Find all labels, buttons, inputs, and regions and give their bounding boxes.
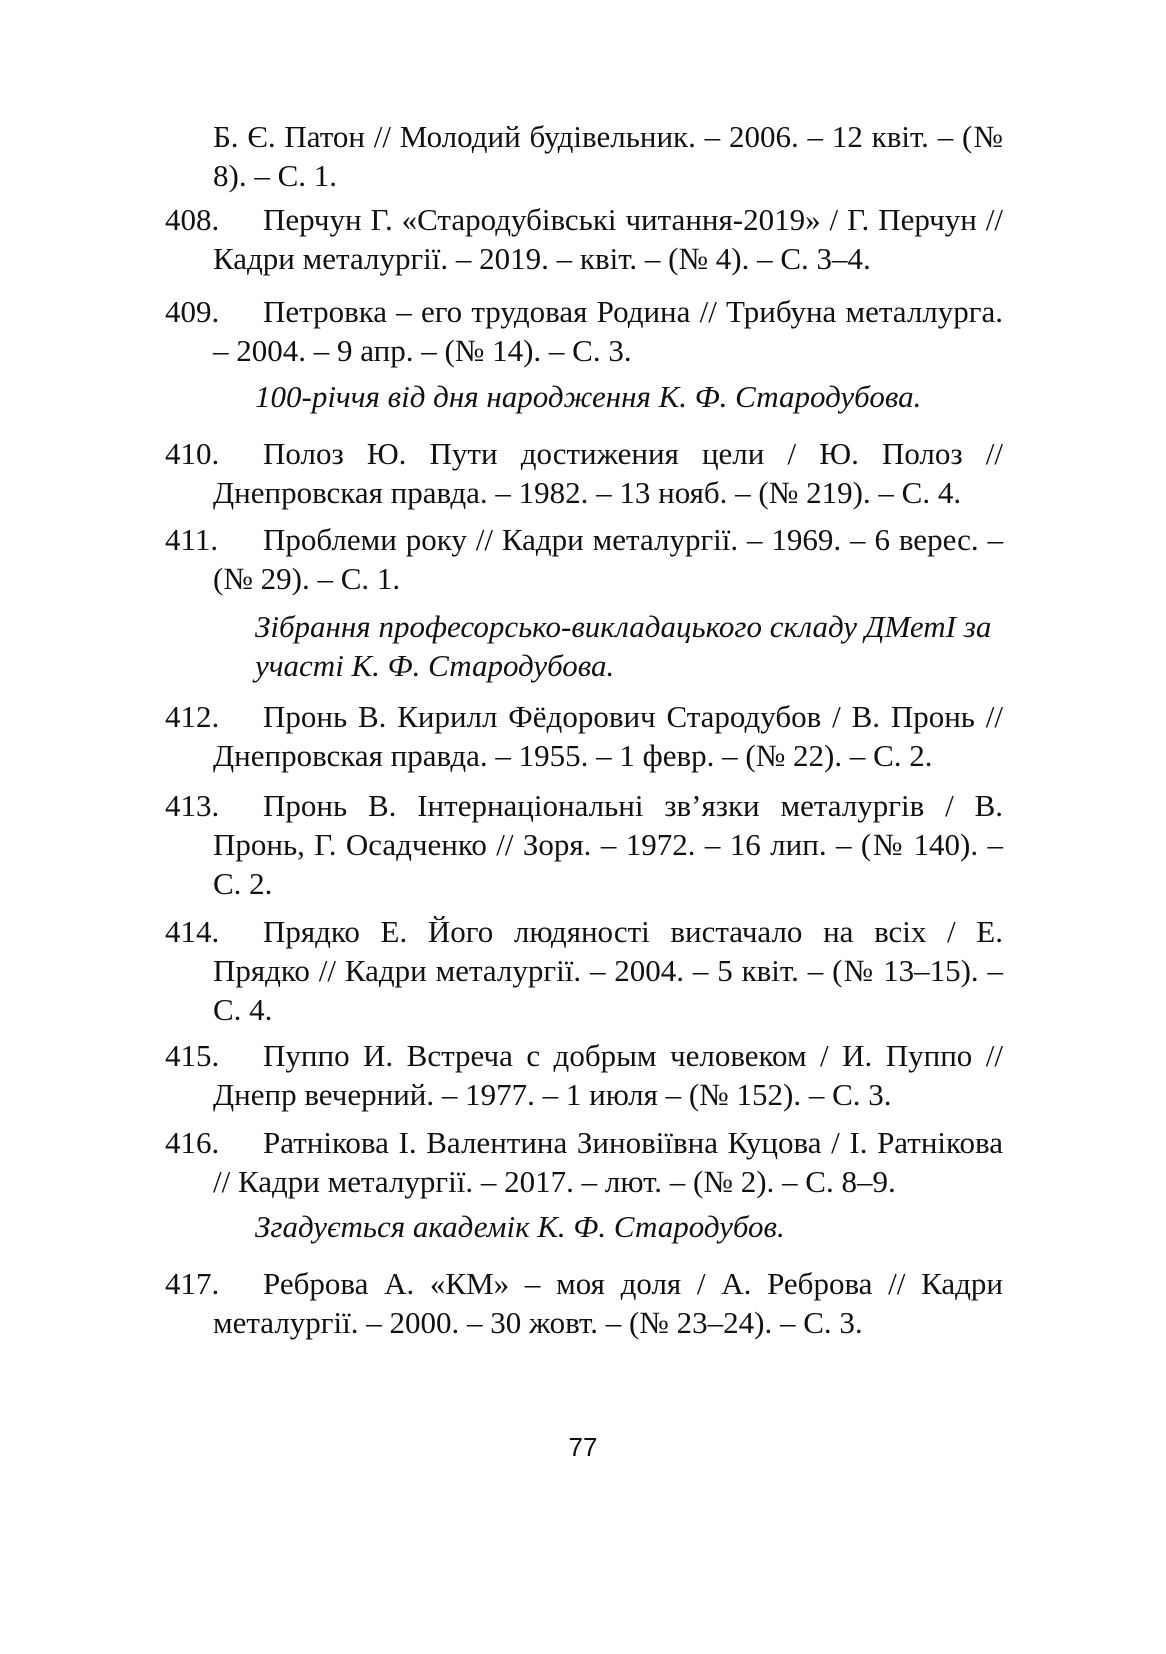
bibliography-entry bbox=[165, 912, 1003, 1029]
page-number: 77 bbox=[568, 1432, 598, 1462]
bibliography-entry bbox=[165, 434, 1003, 512]
bibliography-entry bbox=[165, 200, 1003, 278]
continuation-text: Б. Є. Патон // Молодий будівельник. – 2006. – 12 квіт. – (№ 8). – С. 1. bbox=[213, 119, 1003, 193]
entry-text: Реброва А. «КМ» – моя доля / А. Реброва // Кадри металургії. – 2000. – 30 жовт. – (№ 23–24). – С. 3. bbox=[213, 1266, 1003, 1340]
entry-text: Петровка – его трудовая Родина // Трибуна металлурга. – 2004. – 9 апр. – (№ 14). – С. 3. bbox=[213, 294, 1003, 368]
bibliography-entry bbox=[165, 292, 1003, 370]
entry-number: 409. bbox=[165, 294, 220, 329]
entry-number: 410. bbox=[165, 436, 220, 471]
entry-text: Пронь В. Кирилл Фёдорович Стародубов / В. Пронь // Днепровская правда. – 1955. – 1 февр. – (№ 22). – С. 2. bbox=[213, 699, 1003, 773]
entry-number: 416. bbox=[165, 1125, 220, 1160]
entry-number: 415. bbox=[165, 1038, 220, 1073]
entry-number: 413. bbox=[165, 788, 220, 823]
bibliography-entry bbox=[165, 1036, 1003, 1114]
bibliography-entry bbox=[165, 520, 1003, 598]
bibliography-entry bbox=[165, 1123, 1003, 1201]
bibliography-entry bbox=[165, 1264, 1003, 1342]
entry-text: Пуппо И. Встреча с добрым человеком / И. Пуппо // Днепр вечерний. – 1977. – 1 июля – (№ 152). – С. 3. bbox=[213, 1038, 1003, 1112]
entry-text: Перчун Г. «Стародубівські читання-2019» / Г. Перчун // Кадри металургії. – 2019. – квіт. – (№ 4). – С. 3–4. bbox=[213, 202, 1003, 276]
entry-text: Ратнікова І. Валентина Зиновіївна Куцова / І. Ратнікова // Кадри металургії. – 2017. – лют. – (№ 2). – С. 8–9. bbox=[213, 1125, 1003, 1199]
entry-number: 414. bbox=[165, 914, 220, 949]
annotation-note: Згадується академік К. Ф. Стародубов. bbox=[255, 1209, 785, 1244]
entry-text: Полоз Ю. Пути достижения цели / Ю. Полоз // Днепровская правда. – 1982. – 13 нояб. – (№ 219). – С. 4. bbox=[213, 436, 1003, 510]
entry-text: Проблеми року // Кадри металургії. – 1969. – 6 верес. – (№ 29). – С. 1. bbox=[213, 522, 1003, 596]
entry-number: 417. bbox=[165, 1266, 220, 1301]
entry-text: Пронь В. Інтернаціональні зв’язки металургів / В. Пронь, Г. Осадченко // Зоря. – 1972. – 16 лип. – (№ 140). – С. 2. bbox=[213, 788, 1003, 901]
bibliography-entry bbox=[165, 697, 1003, 775]
annotation-note: 100-річчя від дня народження К. Ф. Стародубова. bbox=[255, 379, 922, 414]
entry-number: 408. bbox=[165, 202, 220, 237]
annotation-note: Зібрання професорсько-викладацького складу ДМетІ за участі К. Ф. Стародубова. bbox=[255, 609, 992, 683]
entry-number: 412. bbox=[165, 699, 220, 734]
entry-number: 411. bbox=[165, 522, 219, 557]
entry-text: Прядко Е. Його людяності вистачало на всіх / Е. Прядко // Кадри металургії. – 2004. – 5 квіт. – (№ 13–15). – С. 4. bbox=[213, 914, 1003, 1027]
bibliography-entry bbox=[165, 786, 1003, 903]
